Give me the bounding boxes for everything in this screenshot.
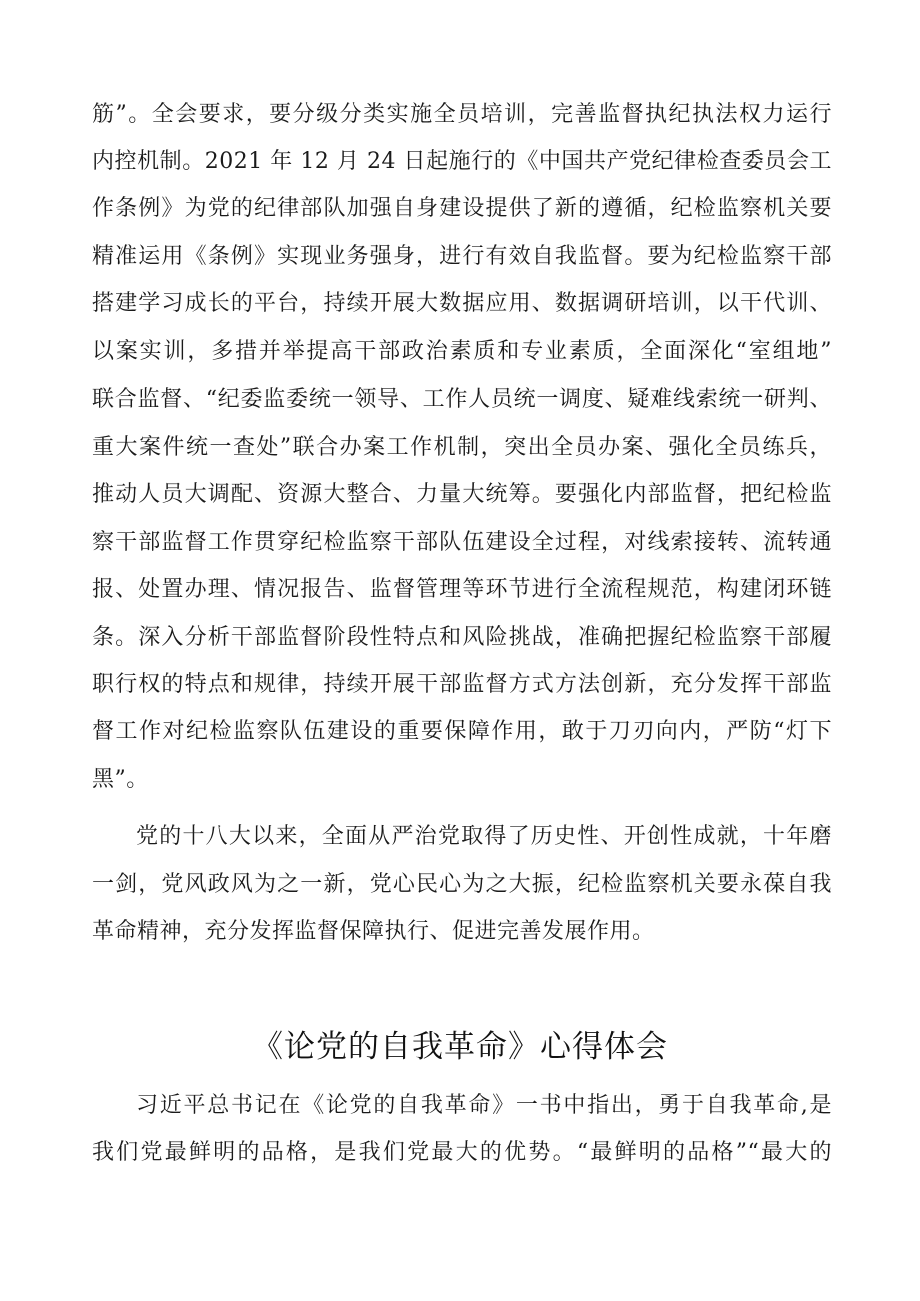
- paragraph-3-line: 我们党最鲜明的品格，是我们党最大的优势。“最鲜明的品格”“最大的: [92, 1140, 832, 1165]
- section-title: 《论党的自我革命》心得体会: [252, 1029, 668, 1065]
- paragraph-1-line: 搭建学习成长的平台，持续开展大数据应用、数据调研培训，以干代训、: [92, 291, 832, 316]
- paragraph-1-line: 条。深入分析干部监督阶段性特点和风险挑战，准确把握纪检监察干部履: [92, 625, 832, 650]
- paragraph-2-line: 党的十八大以来，全面从严治党取得了历史性、开创性成就，十年磨: [136, 824, 832, 849]
- paragraph-1-line: 以案实训，多措并举提高干部政治素质和专业素质，全面深化“室组地”: [92, 339, 832, 364]
- paragraph-1-line: 察干部监督工作贯穿纪检监察干部队伍建设全过程，对线索接转、流转通: [92, 530, 832, 555]
- paragraph-1-line: 作条例》为党的纪律部队加强自身建设提供了新的遵循，纪检监察机关要: [92, 196, 832, 221]
- paragraph-1-line: 职行权的特点和规律，持续开展干部监督方式方法创新，充分发挥干部监: [92, 672, 832, 697]
- paragraph-3-line: 习近平总书记在《论党的自我革命》一书中指出，勇于自我革命,是: [136, 1093, 832, 1118]
- paragraph-1-line: 精准运用《条例》实现业务强身，进行有效自我监督。要为纪检监察干部: [92, 244, 832, 269]
- paragraph-1-line: 黑”。: [92, 767, 149, 792]
- paragraph-2-line: 一剑，党风政风为之一新，党心民心为之大振，纪检监察机关要永葆自我: [92, 872, 832, 897]
- paragraph-1-line: 督工作对纪检监察队伍建设的重要保障作用，敢于刀刃向内，严防“灯下: [92, 719, 832, 744]
- paragraph-2-line: 革命精神，充分发挥监督保障执行、促进完善发展作用。: [92, 919, 655, 944]
- paragraph-1-line: 联合监督、“纪委监委统一领导、工作人员统一调度、疑难线索统一研判、: [92, 387, 832, 412]
- paragraph-1-line: 重大案件统一查处”联合办案工作机制，突出全员办案、强化全员练兵，: [92, 435, 832, 460]
- paragraph-1-line: 推动人员大调配、资源大整合、力量大统筹。要强化内部监督，把纪检监: [92, 482, 832, 507]
- paragraph-1-line: 报、处置办理、情况报告、监督管理等环节进行全流程规范，构建闭环链: [92, 577, 832, 602]
- paragraph-1-line: 内控机制。2021 年 12 月 24 日起施行的《中国共产党纪律检查委员会工: [92, 149, 832, 174]
- paragraph-1-line: 筋”。全会要求，要分级分类实施全员培训，完善监督执纪执法权力运行: [92, 102, 832, 127]
